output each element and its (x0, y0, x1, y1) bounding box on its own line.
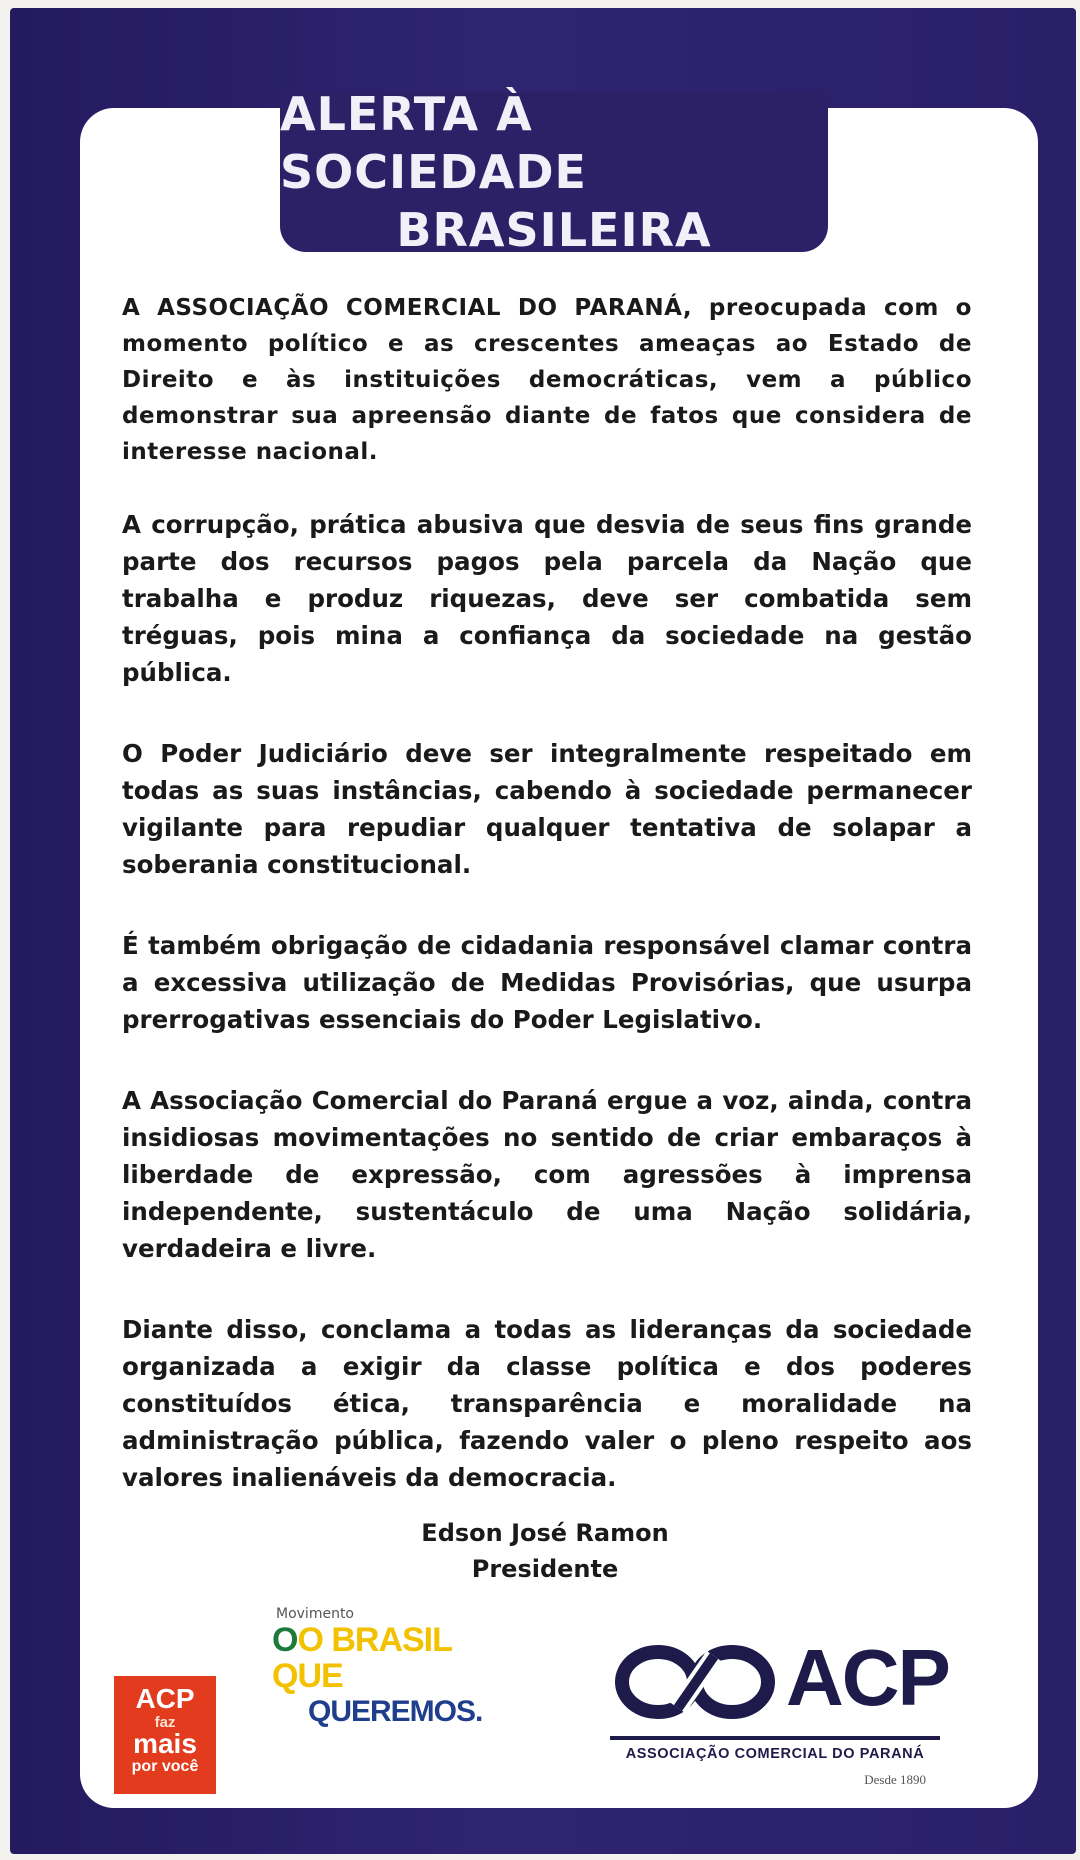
brasil-line-2: QUEREMOS. (308, 1695, 483, 1728)
signatory-role: Presidente (471, 1555, 619, 1583)
paragraph: A Associação Comercial do Paraná ergue a voz, ainda, contra insidiosas movimentações no sentido de criar embaraços à liberdade de expressão, com agressões à imprensa independente, sustentáculo de uma Nação solidária, verdadeira e livre. (122, 1086, 972, 1263)
acp-small-faz: faz (154, 1714, 176, 1731)
title-line-1: ALERTA À SOCIEDADE (280, 87, 587, 199)
paragraph: A corrupção, prática abusiva que desvia de seus fins grande parte dos recursos pagos pela parcela da Nação que trabalha e produz riquezas, deve ser combatida sem tréguas, pois mina a confiança da sociedade na gestão pública. (122, 510, 972, 687)
acp-small-letters: ACP (135, 1683, 195, 1714)
paragraph: A ASSOCIAÇÃO COMERCIAL DO PARANÁ, preocupada com o momento político e as crescentes ameaças ao Estado de Direito e às instituições democráticas, vem a público demonstrar sua apreensão diante de fatos que considera de interesse nacional. (122, 295, 972, 465)
title-banner (280, 87, 828, 257)
acp-faz-mais-logo (114, 1676, 216, 1794)
paragraph: O Poder Judiciário deve ser integralmente respeitado em todas as suas instâncias, cabendo à sociedade permanecer vigilante para repudiar qualquer tentativa de solapar a soberania constitucional. (122, 739, 972, 879)
acp-small-mais: mais (133, 1728, 197, 1759)
acp-letters: ACP (786, 1633, 949, 1722)
acp-logo (590, 1632, 960, 1804)
brasil-line-1: OO BRASIL QUE (272, 1621, 452, 1695)
manifesto-body (122, 290, 972, 1540)
movimento-label: Movimento (276, 1606, 354, 1622)
title-line-2: BRASILEIRA (396, 203, 712, 257)
acp-divider (610, 1736, 940, 1740)
signatory-name: Edson José Ramon (421, 1519, 669, 1547)
paragraph: Diante disso, conclama a todas as lideranças da sociedade organizada a exigir da classe política e dos poderes constituídos ética, transparência e moralidade na administração pública, fazendo valer o pleno respeito aos valores inalienáveis da democracia. (122, 1315, 972, 1492)
brasil-que-queremos-logo (272, 1606, 483, 1728)
acp-infinity-icon (610, 1642, 780, 1722)
brasil-line-1-text: O BRASIL QUE (272, 1621, 452, 1695)
acp-since: Desde 1890 (864, 1772, 926, 1787)
acp-full-name: ASSOCIAÇÃO COMERCIAL DO PARANÁ (625, 1746, 925, 1762)
paragraph: É também obrigação de cidadania responsável clamar contra a excessiva utilização de Medidas Provisórias, que usurpa prerrogativas essenciais do Poder Legislativo. (122, 931, 972, 1034)
acp-small-por-voce: por você (131, 1758, 199, 1775)
signature-block (420, 1515, 670, 1587)
